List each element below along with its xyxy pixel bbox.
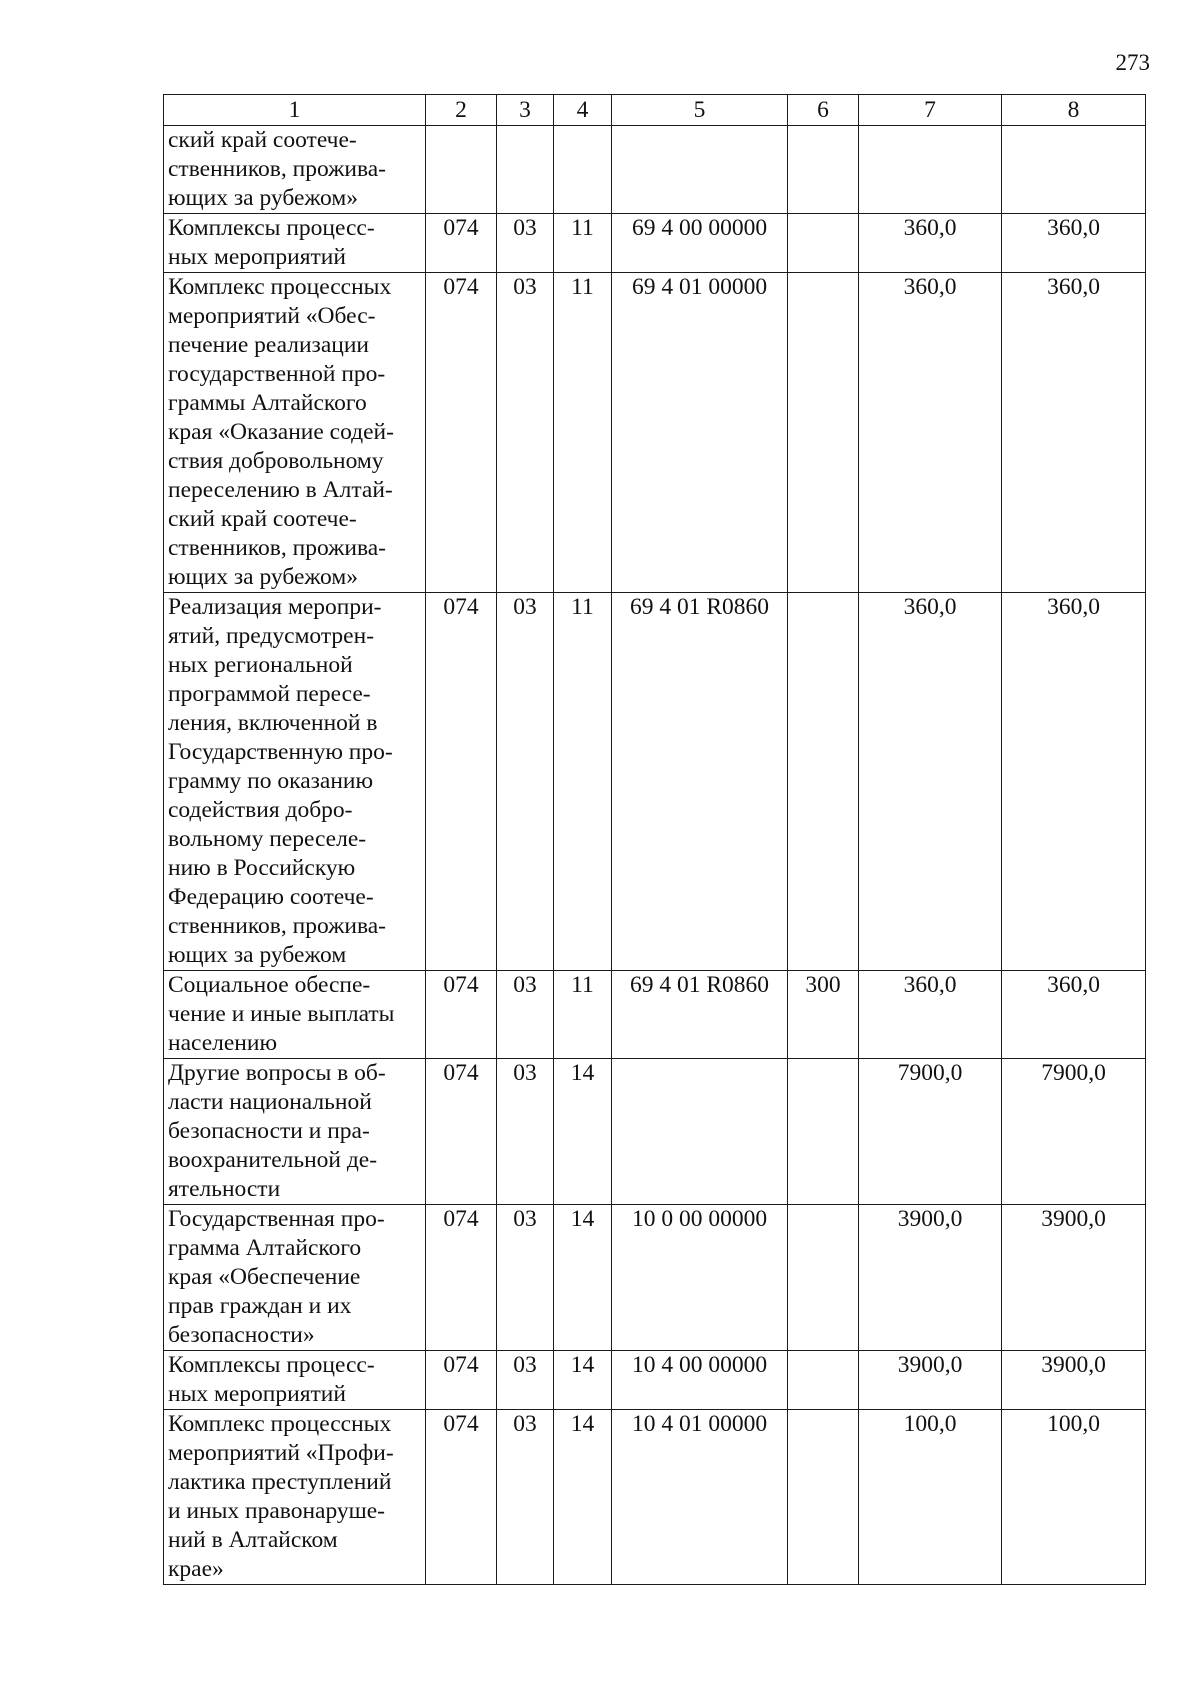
cell-target-article: [612, 126, 788, 214]
cell-expense-type: 300: [788, 971, 859, 1059]
cell-description: [164, 126, 426, 214]
cell-admin-code: 074: [426, 971, 497, 1059]
table-header-row: [164, 95, 1146, 126]
description-line: мероприятий «Обес-: [168, 303, 376, 329]
description-line: воохранительной де-: [168, 1147, 378, 1173]
cell-admin-code: 074: [426, 1351, 497, 1410]
description-line: Комплексы процесс-: [168, 1352, 375, 1378]
description-line: ствия добровольному: [168, 448, 384, 474]
cell-amount-year2: 7900,0: [1002, 1059, 1146, 1205]
description-line: ственников, прожива-: [168, 156, 386, 182]
cell-section: 03: [497, 273, 554, 593]
cell-description: [164, 1351, 426, 1410]
cell-subsection: 11: [554, 971, 612, 1059]
cell-target-article: 69 4 01 R0860: [612, 971, 788, 1059]
description-line: ющих за рубежом»: [168, 564, 358, 590]
cell-admin-code: 074: [426, 1059, 497, 1205]
description-line: безопасности и пра-: [168, 1118, 370, 1144]
cell-expense-type: [788, 1059, 859, 1205]
cell-amount-year1: 360,0: [859, 971, 1002, 1059]
table-row: [164, 593, 1146, 971]
description-line: ственников, прожива-: [168, 913, 386, 939]
table-row: [164, 1205, 1146, 1351]
column-header: 3: [497, 95, 554, 126]
description-line: ласти национальной: [168, 1089, 372, 1115]
description-line: прав граждан и их: [168, 1293, 352, 1319]
description-line: ний в Алтайском: [168, 1527, 338, 1553]
description-line: ственников, прожива-: [168, 535, 386, 561]
cell-section: 03: [497, 971, 554, 1059]
column-header: 8: [1002, 95, 1146, 126]
cell-description: [164, 1205, 426, 1351]
description-line: Государственная про-: [168, 1206, 385, 1232]
cell-expense-type: [788, 1351, 859, 1410]
description-line: нию в Российскую: [168, 855, 356, 881]
cell-amount-year1: 3900,0: [859, 1205, 1002, 1351]
description-line: грамму по оказанию: [168, 768, 374, 794]
cell-expense-type: [788, 126, 859, 214]
cell-subsection: [554, 126, 612, 214]
description-line: ных мероприятий: [168, 244, 346, 270]
description-line: крае»: [168, 1556, 224, 1582]
cell-section: 03: [497, 214, 554, 273]
description-line: Социальное обеспе-: [168, 972, 371, 998]
budget-table: [163, 94, 1146, 1585]
cell-amount-year2: 3900,0: [1002, 1351, 1146, 1410]
column-header: 4: [554, 95, 612, 126]
table-row: [164, 1059, 1146, 1205]
description-line: ных мероприятий: [168, 1381, 346, 1407]
description-line: Государственную про-: [168, 739, 393, 765]
cell-admin-code: 074: [426, 273, 497, 593]
cell-subsection: 14: [554, 1410, 612, 1585]
description-line: лактика преступлений: [168, 1469, 392, 1495]
cell-target-article: 69 4 01 00000: [612, 273, 788, 593]
cell-subsection: 14: [554, 1059, 612, 1205]
cell-section: 03: [497, 593, 554, 971]
column-header: 1: [164, 95, 426, 126]
cell-admin-code: [426, 126, 497, 214]
cell-subsection: 11: [554, 273, 612, 593]
cell-amount-year1: 7900,0: [859, 1059, 1002, 1205]
cell-description: [164, 273, 426, 593]
description-line: Другие вопросы в об-: [168, 1060, 386, 1086]
cell-description: [164, 1410, 426, 1585]
cell-amount-year1: 100,0: [859, 1410, 1002, 1585]
cell-target-article: 69 4 00 00000: [612, 214, 788, 273]
cell-subsection: 14: [554, 1205, 612, 1351]
table-row: [164, 273, 1146, 593]
description-line: вольному переселе-: [168, 826, 367, 852]
cell-section: 03: [497, 1205, 554, 1351]
table-row: [164, 126, 1146, 214]
column-header: 7: [859, 95, 1002, 126]
description-line: ятий, предусмотрен-: [168, 623, 375, 649]
cell-subsection: 11: [554, 214, 612, 273]
cell-amount-year2: 3900,0: [1002, 1205, 1146, 1351]
cell-admin-code: 074: [426, 1205, 497, 1351]
description-line: Комплекс процессных: [168, 1411, 392, 1437]
cell-amount-year1: 360,0: [859, 593, 1002, 971]
cell-amount-year2: 360,0: [1002, 273, 1146, 593]
description-line: содействия добро-: [168, 797, 353, 823]
description-line: переселению в Алтай-: [168, 477, 393, 503]
description-line: ятельности: [168, 1176, 281, 1202]
cell-amount-year1: 3900,0: [859, 1351, 1002, 1410]
cell-target-article: 10 4 00 00000: [612, 1351, 788, 1410]
description-line: ления, включенной в: [168, 710, 378, 736]
cell-expense-type: [788, 214, 859, 273]
cell-description: [164, 593, 426, 971]
cell-admin-code: 074: [426, 593, 497, 971]
description-line: ющих за рубежом»: [168, 185, 358, 211]
cell-amount-year2: 100,0: [1002, 1410, 1146, 1585]
cell-section: [497, 126, 554, 214]
description-line: ющих за рубежом: [168, 942, 347, 968]
cell-admin-code: 074: [426, 214, 497, 273]
cell-description: [164, 971, 426, 1059]
cell-target-article: 69 4 01 R0860: [612, 593, 788, 971]
description-line: грамма Алтайского: [168, 1235, 362, 1261]
description-line: края «Оказание содей-: [168, 419, 394, 445]
cell-description: [164, 214, 426, 273]
description-line: Комплексы процесс-: [168, 215, 375, 241]
description-line: ных региональной: [168, 652, 353, 678]
cell-target-article: 10 0 00 00000: [612, 1205, 788, 1351]
description-line: программой пересе-: [168, 681, 371, 707]
table-row: [164, 214, 1146, 273]
cell-amount-year1: [859, 126, 1002, 214]
description-line: печение реализации: [168, 332, 369, 358]
column-header: 6: [788, 95, 859, 126]
table-row: [164, 971, 1146, 1059]
cell-subsection: 14: [554, 1351, 612, 1410]
cell-amount-year1: 360,0: [859, 273, 1002, 593]
cell-amount-year2: 360,0: [1002, 971, 1146, 1059]
table-row: [164, 1351, 1146, 1410]
cell-amount-year1: 360,0: [859, 214, 1002, 273]
cell-description: [164, 1059, 426, 1205]
cell-section: 03: [497, 1351, 554, 1410]
column-header: 2: [426, 95, 497, 126]
cell-admin-code: 074: [426, 1410, 497, 1585]
cell-amount-year2: 360,0: [1002, 214, 1146, 273]
description-line: чение и иные выплаты: [168, 1001, 395, 1027]
cell-section: 03: [497, 1410, 554, 1585]
page-number: 273: [1115, 50, 1150, 75]
description-line: и иных правонаруше-: [168, 1498, 386, 1524]
cell-expense-type: [788, 1410, 859, 1585]
description-line: ский край соотече-: [168, 127, 357, 153]
cell-target-article: [612, 1059, 788, 1205]
description-line: Комплекс процессных: [168, 274, 392, 300]
cell-expense-type: [788, 1205, 859, 1351]
cell-amount-year2: 360,0: [1002, 593, 1146, 971]
cell-subsection: 11: [554, 593, 612, 971]
description-line: государственной про-: [168, 361, 386, 387]
description-line: мероприятий «Профи-: [168, 1440, 394, 1466]
cell-section: 03: [497, 1059, 554, 1205]
description-line: безопасности»: [168, 1322, 315, 1348]
description-line: населению: [168, 1030, 278, 1056]
cell-amount-year2: [1002, 126, 1146, 214]
column-header: 5: [612, 95, 788, 126]
table-row: [164, 1410, 1146, 1585]
description-line: Реализация меропри-: [168, 594, 382, 620]
description-line: граммы Алтайского: [168, 390, 367, 416]
description-line: края «Обеспечение: [168, 1264, 361, 1290]
cell-target-article: 10 4 01 00000: [612, 1410, 788, 1585]
description-line: ский край соотече-: [168, 506, 357, 532]
description-line: Федерацию соотече-: [168, 884, 374, 910]
cell-expense-type: [788, 273, 859, 593]
cell-expense-type: [788, 593, 859, 971]
